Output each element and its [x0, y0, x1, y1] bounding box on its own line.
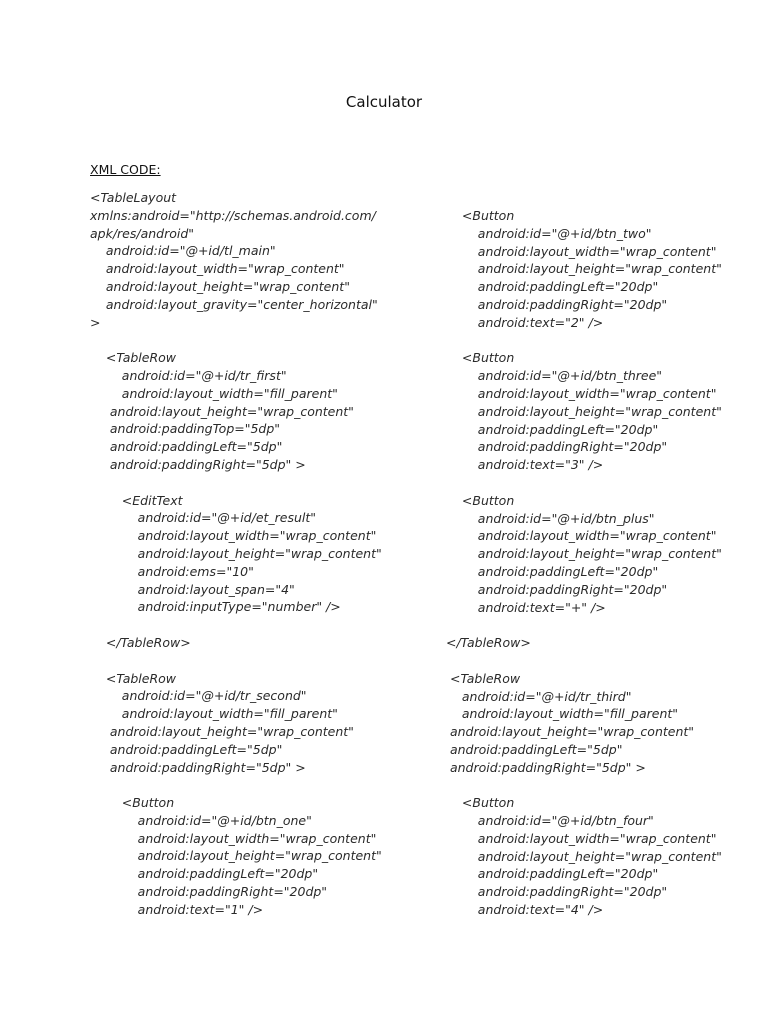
- code-line: <Button: [90, 795, 175, 811]
- code-line: android:paddingRight="20dp": [90, 884, 328, 900]
- code-line: android:id="@+id/tl_main": [90, 243, 276, 259]
- code-line: android:paddingRight="20dp": [446, 296, 668, 312]
- code-line: [446, 652, 722, 670]
- code-line: android:paddingLeft="20dp": [446, 421, 659, 437]
- code-line: android:text="2" />: [446, 314, 604, 330]
- code-line: android:id="@+id/btn_three": [446, 368, 663, 384]
- code-line: android:paddingRight="20dp": [446, 884, 668, 900]
- code-line: apk/res/android": [90, 225, 195, 241]
- code-line: android:layout_height="wrap_content": [446, 724, 695, 740]
- code-line: android:id="@+id/btn_two": [446, 225, 652, 241]
- code-line: <EditText: [90, 492, 183, 508]
- code-line: android:inputType="number" />: [90, 599, 341, 615]
- code-line: android:layout_width="wrap_content": [446, 385, 717, 401]
- code-line: android:layout_height="wrap_content": [90, 848, 382, 864]
- code-line: android:paddingLeft="5dp": [446, 741, 623, 757]
- code-line: </TableRow>: [446, 635, 531, 651]
- code-line: android:layout_width="wrap_content": [90, 528, 377, 544]
- section-heading: XML CODE:: [90, 162, 161, 177]
- code-line: <Button: [446, 492, 515, 508]
- code-column-left: [90, 189, 382, 919]
- code-line: android:paddingLeft="20dp": [446, 866, 659, 882]
- code-line: android:layout_width="fill_parent": [90, 385, 338, 401]
- page-title: Calculator: [345, 93, 423, 111]
- code-line: android:text="1" />: [90, 901, 264, 917]
- code-line: android:paddingRight="20dp": [446, 581, 668, 597]
- code-line: android:layout_width="fill_parent": [90, 706, 338, 722]
- code-line: android:text="4" />: [446, 902, 604, 918]
- code-line: android:paddingRight="5dp" >: [90, 456, 306, 472]
- code-line: android:paddingLeft="5dp": [90, 439, 283, 455]
- code-line: android:ems="10": [90, 563, 254, 579]
- code-line: android:id="@+id/tr_first": [90, 367, 287, 383]
- code-line: android:layout_width="wrap_content": [446, 528, 717, 544]
- code-line: android:layout_gravity="center_horizontal": [90, 296, 378, 312]
- code-line: android:layout_height="wrap_content": [446, 261, 722, 277]
- code-line: android:layout_height="wrap_content": [90, 403, 354, 419]
- code-line: android:id="@+id/btn_plus": [446, 510, 655, 526]
- code-line: [90, 652, 382, 670]
- code-line: android:layout_width="wrap_content": [90, 830, 377, 846]
- code-line: android:paddingLeft="5dp": [90, 741, 283, 757]
- code-line: android:layout_width="wrap_content": [90, 261, 345, 277]
- code-line: android:id="@+id/tr_third": [446, 688, 632, 704]
- code-line: android:paddingLeft="20dp": [90, 866, 319, 882]
- code-line: [446, 332, 722, 350]
- code-line: android:paddingLeft="20dp": [446, 279, 659, 295]
- code-line: android:layout_height="wrap_content": [446, 403, 722, 419]
- code-line: [90, 616, 382, 634]
- code-column-right: [446, 207, 722, 919]
- code-line: [446, 777, 722, 795]
- code-line: android:id="@+id/tr_second": [90, 688, 307, 704]
- code-line: android:text="+" />: [446, 599, 606, 615]
- code-line: android:id="@+id/btn_four": [446, 813, 654, 829]
- code-line: android:layout_height="wrap_content": [90, 545, 382, 561]
- code-line: android:paddingRight="5dp" >: [446, 759, 646, 775]
- code-line: <TableLayout: [90, 190, 177, 205]
- code-line: [446, 616, 722, 634]
- code-line: android:layout_height="wrap_content": [446, 546, 722, 562]
- code-line: android:layout_width="fill_parent": [446, 706, 679, 722]
- code-line: android:paddingLeft="20dp": [446, 563, 659, 579]
- code-line: android:id="@+id/et_result": [90, 510, 317, 526]
- code-line: <TableRow: [90, 670, 177, 686]
- code-line: android:layout_height="wrap_content": [446, 848, 722, 864]
- code-line: android:text="3" />: [446, 457, 604, 473]
- code-line: android:layout_width="wrap_content": [446, 243, 717, 259]
- code-line: [446, 474, 722, 492]
- code-line: <TableRow: [446, 670, 521, 686]
- code-line: [90, 474, 382, 492]
- code-line: android:paddingTop="5dp": [90, 421, 281, 437]
- code-line: android:layout_span="4": [90, 581, 295, 597]
- code-line: <TableRow: [90, 350, 177, 366]
- code-line: [90, 331, 382, 349]
- code-line: android:layout_height="wrap_content": [90, 278, 350, 294]
- code-line: <Button: [446, 350, 515, 366]
- code-line: android:layout_height="wrap_content": [90, 723, 354, 739]
- code-line: </TableRow>: [90, 634, 191, 650]
- code-line: android:id="@+id/btn_one": [90, 812, 312, 828]
- code-line: xmlns:android="http://schemas.android.com/: [90, 207, 376, 223]
- code-line: <Button: [446, 208, 515, 223]
- code-line: <Button: [446, 795, 515, 811]
- code-line: android:paddingRight="20dp": [446, 439, 668, 455]
- code-line: android:layout_width="wrap_content": [446, 830, 717, 846]
- code-line: android:paddingRight="5dp" >: [90, 759, 306, 775]
- code-line: [90, 776, 382, 794]
- code-line: >: [90, 314, 101, 330]
